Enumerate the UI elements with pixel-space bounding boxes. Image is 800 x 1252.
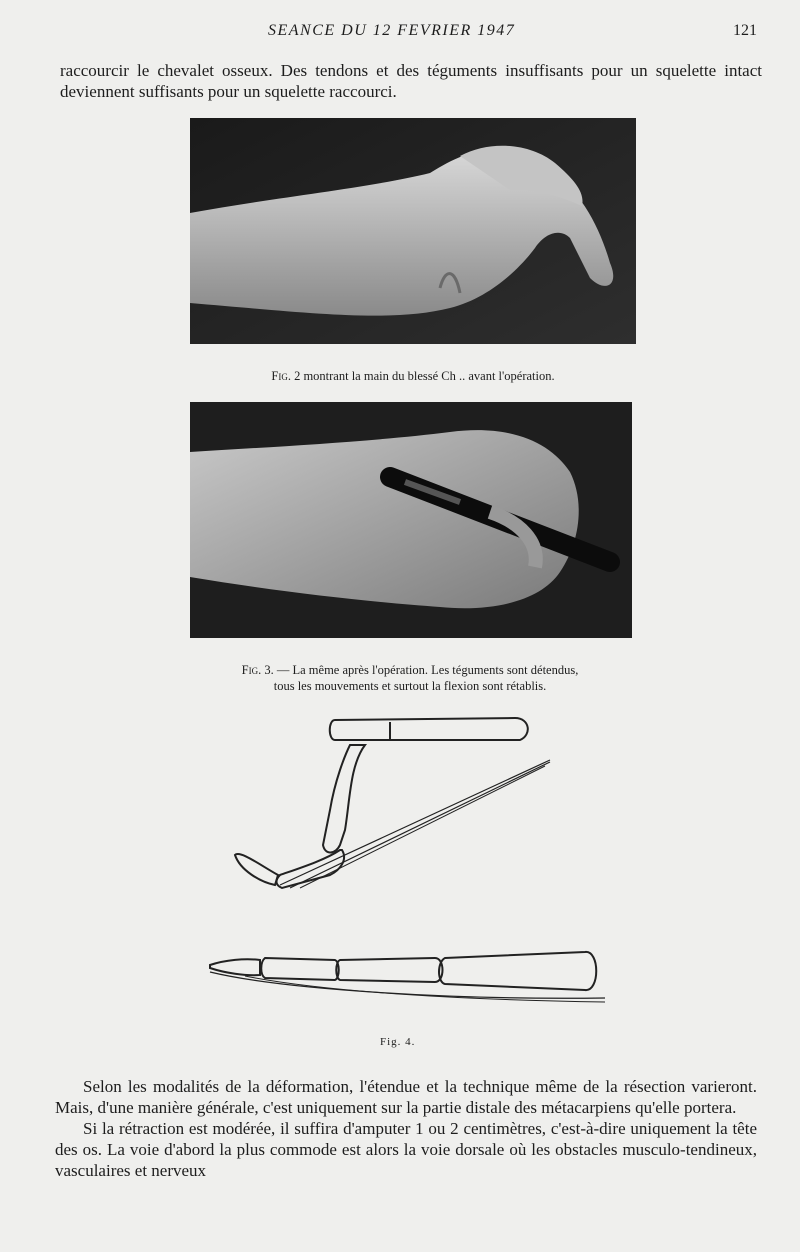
- figure-4-finger-bones-extended-drawing: [205, 940, 615, 1010]
- body-paragraph-2: Si la rétraction est modérée, il suffira d'amputer 1 ou 2 centimètres, c'est-à-dire uniquement la tête des os. La voie d'abord la plus commode est alors la voie dorsale où les obstacles musculo-tendineux, vasculaires et nerveux: [55, 1119, 757, 1180]
- figure-3-label: Fig. 3.: [241, 663, 274, 677]
- page-header: [0, 22, 800, 48]
- page-number: 121: [733, 22, 757, 39]
- figure-4-finger-bones-flexed-drawing: [230, 710, 630, 910]
- running-title: SEANCE DU 12 FEVRIER 1947: [268, 22, 516, 39]
- figure-2-caption: [190, 368, 636, 384]
- intro-text: raccourcir le chevalet osseux. Des tendons et des téguments insuffisants pour un squelette intact deviennent suffisants pour un squelette raccourci.: [60, 61, 762, 101]
- figure-3-caption: [180, 662, 640, 694]
- figure-3-photo: [190, 402, 632, 638]
- hand-after-operation-image: [190, 402, 632, 638]
- figure-2-photo: [190, 118, 636, 344]
- figure-4-label: Fig. 4.: [380, 1036, 416, 1048]
- figure-2-caption-text: montrant la main du blessé Ch .. avant l'opération.: [303, 369, 555, 383]
- hand-before-operation-image: [190, 118, 636, 344]
- body-text: [55, 1076, 757, 1181]
- figure-3-caption-line-2: tous les mouvements et surtout la flexion sont rétablis.: [273, 679, 547, 693]
- figure-3-caption-line-1: — La même après l'opération. Les téguments sont détendus,: [276, 663, 579, 677]
- body-paragraph-1: Selon les modalités de la déformation, l'étendue et la technique même de la résection varieront. Mais, d'une manière générale, c'est uniquement sur la partie distale des métacarpiens qu'elle portera.: [55, 1077, 757, 1117]
- intro-paragraph: [60, 60, 762, 102]
- figure-2-label: Fig. 2: [271, 369, 301, 383]
